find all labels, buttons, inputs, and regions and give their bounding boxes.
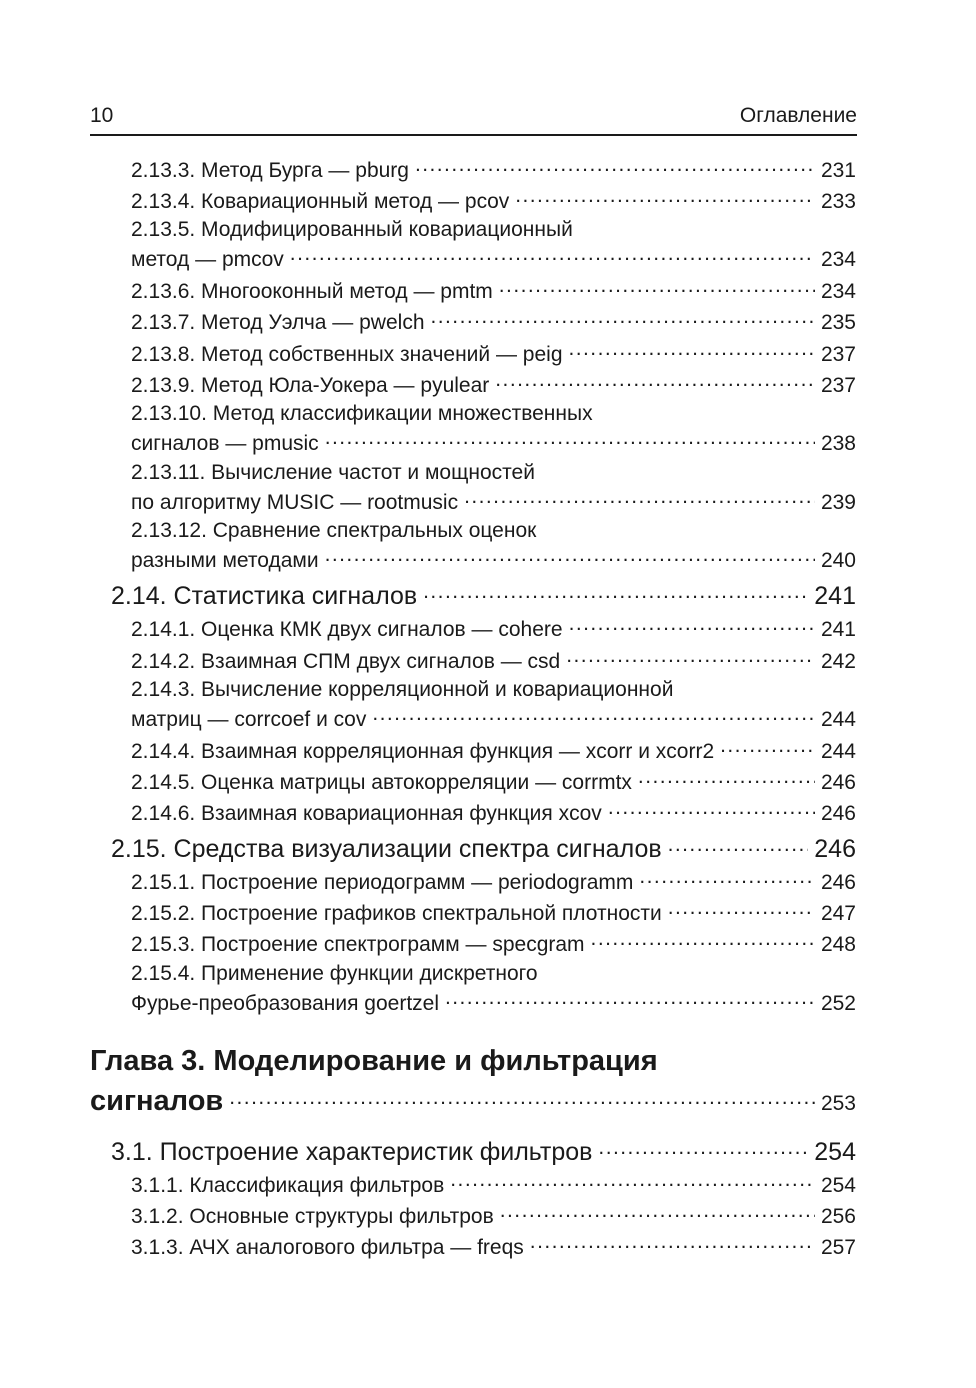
leader-dots [450, 1171, 815, 1192]
leader-dots [325, 429, 815, 450]
toc-entry-title: 2.15.3. Построение спектрограмм — specgram [131, 933, 585, 956]
toc-entry-title: метод — pmcov [131, 248, 284, 271]
running-head: Оглавление [739, 104, 857, 127]
leader-dots [325, 546, 815, 567]
toc-entry-title: 3.1.1. Классификация фильтров [131, 1174, 445, 1197]
leader-dots [372, 705, 815, 726]
leader-dots [464, 488, 815, 509]
toc-entry-page: 253 [820, 1092, 856, 1115]
toc-entry-page: 234 [820, 248, 856, 271]
toc-entry-page: 244 [820, 708, 856, 731]
toc-entry-page: 247 [820, 902, 856, 925]
leader-dots [431, 308, 815, 329]
page-number: 10 [90, 104, 114, 127]
toc-entry-title: матриц — corrcoef и cov [131, 708, 367, 731]
leader-dots [530, 1233, 815, 1254]
toc-entry-title: 3.1.2. Основные структуры фильтров [131, 1205, 494, 1228]
toc-entry-page: 241 [820, 618, 856, 641]
leader-dots [668, 832, 809, 857]
toc-entry-title: разными методами [131, 549, 319, 572]
toc-entry-title-line1: 2.13.10. Метод классификации множественных [131, 402, 593, 425]
toc-entry-title: 2.13.3. Метод Бурга — pburg [131, 159, 409, 182]
toc-entry-title: 2.14.1. Оценка КМК двух сигналов — cohere [131, 618, 563, 641]
leader-dots [638, 768, 815, 789]
toc-entry-page: 234 [820, 280, 856, 303]
toc-entry-title: 2.15.1. Построение периодограмм — periodogramm [131, 871, 634, 894]
toc-entry-page: 246 [820, 771, 856, 794]
leader-dots [500, 1202, 815, 1223]
leader-dots [569, 615, 815, 636]
toc-entry-page: 240 [820, 549, 856, 572]
toc-entry-title-line1: 2.15.4. Применение функции дискретного [131, 962, 538, 985]
leader-dots [566, 647, 815, 668]
toc-entry-title: 2.15. Средства визуализации спектра сигналов [111, 835, 662, 863]
leader-dots [569, 340, 815, 361]
chapter-title: сигналов [90, 1085, 224, 1117]
leader-dots [515, 187, 815, 208]
toc-entry-page: 242 [820, 650, 856, 673]
toc-entry-title: 2.13.7. Метод Уэлча — pwelch [131, 311, 425, 334]
toc-entry-title: 3.1.3. АЧХ аналогового фильтра — freqs [131, 1236, 524, 1259]
toc-entry-title: 2.14.6. Взаимная ковариационная функция xcov [131, 802, 602, 825]
toc-entry-page: 233 [820, 190, 856, 213]
toc-entry-title: 2.14. Статистика сигналов [111, 582, 418, 610]
leader-dots [598, 1135, 808, 1160]
toc-entry-title-line1: 2.13.11. Вычисление частот и мощностей [131, 461, 535, 484]
leader-dots [495, 371, 815, 392]
leader-dots [720, 737, 815, 758]
toc-entry-title-line1: 2.14.3. Вычисление корреляционной и ковариационной [131, 678, 674, 701]
toc-entry-page: 231 [820, 159, 856, 182]
leader-dots [668, 899, 815, 920]
toc-entry-title: 2.13.8. Метод собственных значений — peig [131, 343, 563, 366]
toc-entry-page: 239 [820, 491, 856, 514]
toc-entry-page: 238 [820, 432, 856, 455]
toc-entry-page: 256 [820, 1205, 856, 1228]
toc-entry-title: 2.14.2. Взаимная СПМ двух сигналов — csd [131, 650, 561, 673]
leader-dots [639, 868, 815, 889]
leader-dots [290, 245, 815, 266]
toc-entry-title: сигналов — pmusic [131, 432, 319, 455]
toc-entry-page: 237 [820, 343, 856, 366]
toc-entry-title: 2.14.5. Оценка матрицы автокорреляции — corrmtx [131, 771, 632, 794]
toc-entry-title: 2.14.4. Взаимная корреляционная функция — xcorr и xcorr2 [131, 740, 715, 763]
toc-entry-page: 244 [820, 740, 856, 763]
leader-dots [499, 277, 815, 298]
leader-dots [415, 156, 815, 177]
toc-entry-title: 2.13.4. Ковариационный метод — pcov [131, 190, 510, 213]
toc-entry-page: 252 [820, 992, 856, 1015]
toc-entry-page: 248 [820, 933, 856, 956]
toc-entry-title-line1: 2.13.12. Сравнение спектральных оценок [131, 519, 537, 542]
chapter-title-line1: Глава 3. Моделирование и фильтрация [90, 1045, 658, 1077]
leader-dots [423, 579, 808, 604]
toc-entry-page: 246 [814, 835, 856, 863]
toc-entry-page: 254 [814, 1138, 856, 1166]
toc-entry-title: 2.13.6. Многооконный метод — pmtm [131, 280, 493, 303]
toc-entry-page: 246 [820, 871, 856, 894]
toc-entry-title-line1: 2.13.5. Модифицированный ковариационный [131, 218, 573, 241]
toc-entry-title: Фурье-преобразования goertzel [131, 992, 439, 1015]
toc-entry-page: 257 [820, 1236, 856, 1259]
leader-dots [591, 930, 815, 951]
toc-entry-page: 254 [820, 1174, 856, 1197]
leader-dots [608, 799, 815, 820]
toc-entry-title: 3.1. Построение характеристик фильтров [111, 1138, 593, 1166]
leader-dots [229, 1089, 815, 1110]
leader-dots [445, 989, 815, 1010]
page-header [90, 100, 857, 136]
toc-entry-page: 241 [814, 582, 856, 610]
toc-entry-page: 246 [820, 802, 856, 825]
toc-entry-page: 237 [820, 374, 856, 397]
toc-entry-page: 235 [820, 311, 856, 334]
toc-entry-title: 2.13.9. Метод Юла-Уокера — pyulear [131, 374, 490, 397]
toc-entry-title: по алгоритму MUSIC — rootmusic [131, 491, 459, 514]
toc-entry-title: 2.15.2. Построение графиков спектральной плотности [131, 902, 662, 925]
